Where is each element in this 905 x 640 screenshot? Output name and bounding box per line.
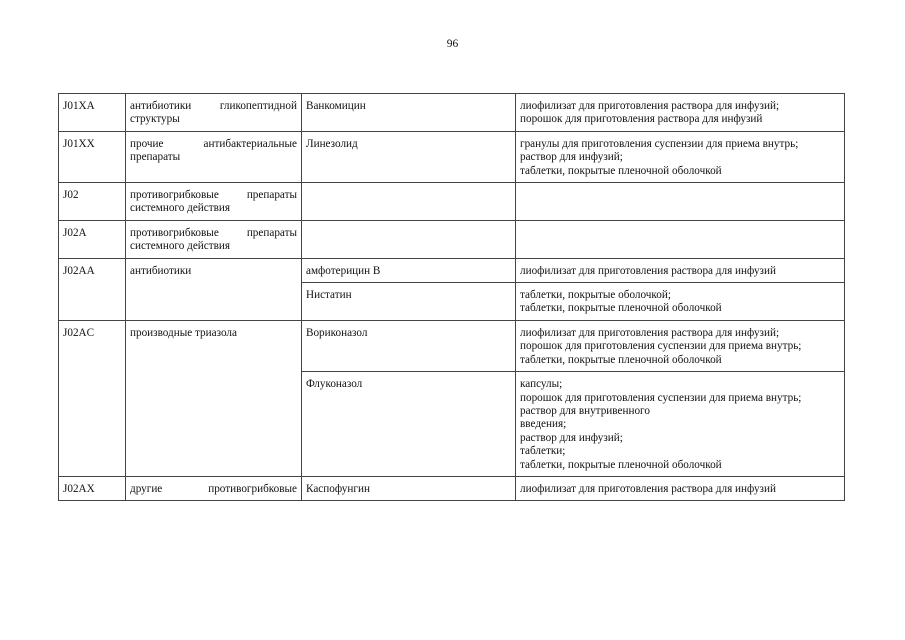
dosage-form-line: таблетки, покрытые пленочной оболочкой <box>520 353 722 366</box>
atc-code-cell: J02 <box>59 183 126 221</box>
dosage-form-line: таблетки, покрытые пленочной оболочкой <box>520 164 722 177</box>
drug-name-cell: Ванкомицин <box>302 94 516 132</box>
group-cell: противогрибковые препараты системного действия <box>126 183 302 221</box>
dosage-form-line: порошок для приготовления суспензии для приема внутрь; <box>520 340 802 353</box>
dosage-forms-cell <box>516 320 845 371</box>
group-cell: антибиотики <box>126 258 302 320</box>
drug-name-cell: Каспофунгин <box>302 476 516 500</box>
table-row <box>59 258 845 282</box>
drug-table <box>58 93 845 501</box>
group-cell: производные триазола <box>126 320 302 476</box>
page-number: 96 <box>446 38 459 50</box>
group-cell: другие противогрибковые <box>126 476 302 500</box>
dosage-form-line: лиофилизат для приготовления раствора для инфузий; <box>520 326 780 339</box>
table-row <box>59 220 845 258</box>
dosage-form-line: порошок для приготовления суспензии для приема внутрь; <box>520 391 802 404</box>
table-row <box>59 94 845 132</box>
drug-name-cell: Нистатин <box>302 283 516 321</box>
atc-code-cell: J01XA <box>59 94 126 132</box>
dosage-forms-cell <box>516 220 845 258</box>
table-row <box>59 131 845 182</box>
drug-name-cell: Вориконазол <box>302 320 516 371</box>
table-row <box>59 183 845 221</box>
drug-name-cell: Линезолид <box>302 131 516 182</box>
atc-code-cell: J02AX <box>59 476 126 500</box>
dosage-form-line: таблетки, покрытые оболочкой; <box>520 289 671 302</box>
dosage-forms-cell <box>516 258 845 282</box>
dosage-forms-cell <box>516 372 845 477</box>
dosage-form-line: раствор для внутривенного <box>520 404 650 417</box>
dosage-form-line: введения; <box>520 418 567 431</box>
dosage-forms-cell <box>516 94 845 132</box>
atc-code-cell: J02AC <box>59 320 126 476</box>
dosage-form-line: таблетки, покрытые пленочной оболочкой <box>520 458 722 471</box>
drug-name-cell: амфотерицин B <box>302 258 516 282</box>
dosage-form-line: лиофилизат для приготовления раствора для инфузий <box>520 482 776 495</box>
dosage-form-line: таблетки; <box>520 445 566 458</box>
atc-code-cell: J02A <box>59 220 126 258</box>
drug-name-cell <box>302 220 516 258</box>
dosage-forms-cell <box>516 283 845 321</box>
atc-code-cell: J01XX <box>59 131 126 182</box>
dosage-form-line: лиофилизат для приготовления раствора для инфузий <box>520 264 776 277</box>
dosage-form-line: порошок для приготовления раствора для инфузий <box>520 113 763 126</box>
drug-name-cell: Флуконазол <box>302 372 516 477</box>
atc-code-cell: J02AA <box>59 258 126 320</box>
dosage-form-line: лиофилизат для приготовления раствора для инфузий; <box>520 100 780 112</box>
dosage-form-line: капсулы; <box>520 378 563 391</box>
table-row <box>59 320 845 371</box>
dosage-forms-cell <box>516 183 845 221</box>
dosage-form-line: раствор для инфузий; <box>520 431 623 444</box>
dosage-form-line: гранулы для приготовления суспензии для приема внутрь; <box>520 137 799 150</box>
group-cell: противогрибковые препараты системного действия <box>126 220 302 258</box>
group-cell: прочие антибактериальные препараты <box>126 131 302 182</box>
dosage-forms-cell <box>516 476 845 500</box>
dosage-form-line: раствор для инфузий; <box>520 151 623 164</box>
table-row <box>59 476 845 500</box>
dosage-form-line: таблетки, покрытые пленочной оболочкой <box>520 302 722 315</box>
dosage-forms-cell <box>516 131 845 182</box>
group-cell: антибиотики гликопептидной структуры <box>126 94 302 132</box>
drug-name-cell <box>302 183 516 221</box>
